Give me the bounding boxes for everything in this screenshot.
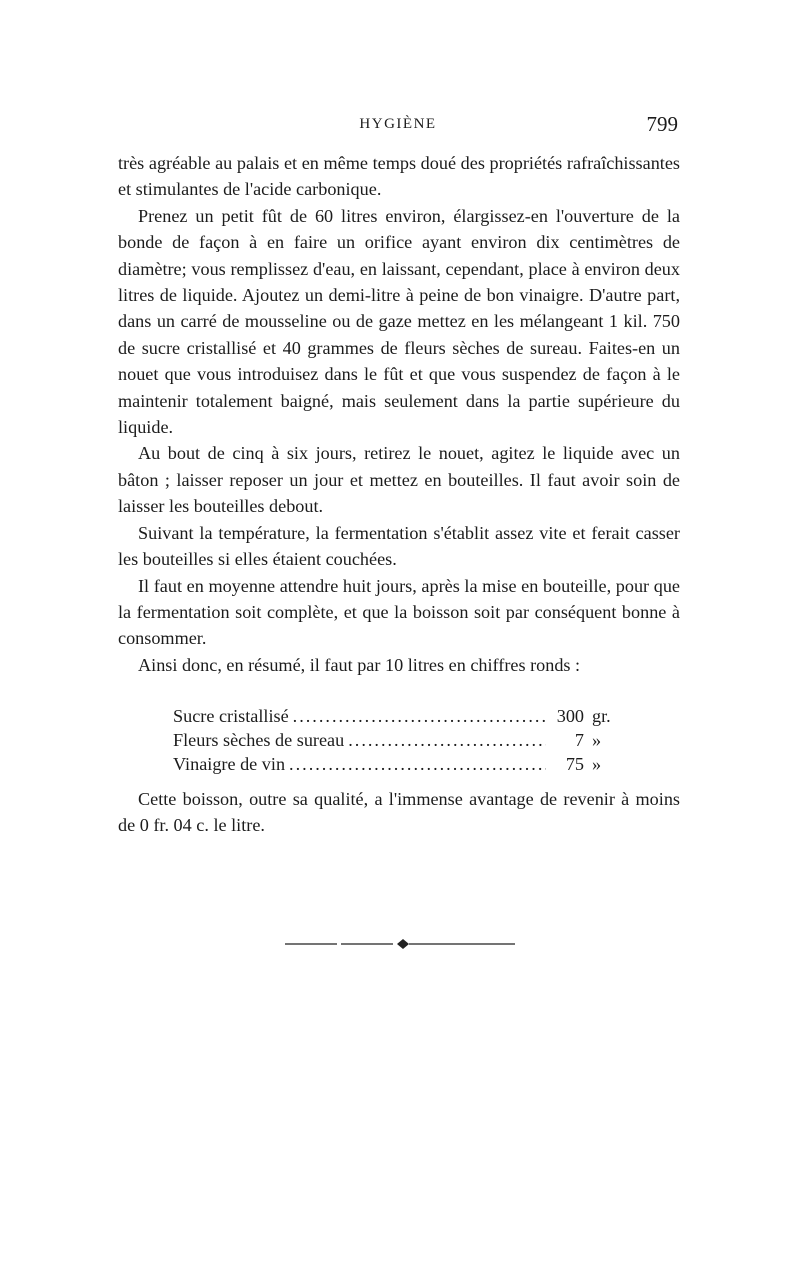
ingredient-quantity: 75 (565, 754, 584, 774)
paragraph: Prenez un petit fût de 60 litres environ, élargissez-en l'ouverture de la bonde de façon à en faire un orifice ayant environ dix centimètres de diamètre; vous remplissez d'eau, en laissant, cependant, place à environ deux litres de liquide. Ajoutez un demi-litre à peine de bon vinaigre. D'autre part, dans un carré de mousseline ou de gaze mettez en les mélangeant 1 kil. 750 de sucre cristallisé et 40 grammes de fleurs sèches de sureau. Faites-en un nouet que vous introduisez dans le fût et que vous suspendez de façon à le maintenir totalement baigné, mais seulement dans la partie supérieure du liquide. (118, 205, 680, 438)
ingredient-name: Sucre cristallisé (173, 706, 289, 726)
ingredient-quantity: 300 (556, 706, 584, 726)
running-head (118, 112, 678, 136)
closing-text (118, 786, 680, 839)
ingredient-quantity: 7 (574, 730, 584, 750)
page-title: HYGIÈNE (359, 116, 437, 132)
diamond-icon (397, 939, 409, 949)
dot-leader (348, 728, 546, 752)
paragraph: Il faut en moyenne attendre huit jours, après la mise en bouteille, pour que la fermentation soit complète, et que la boisson soit par conséquent bonne à consommer. (118, 575, 680, 649)
recipe-row (173, 752, 628, 776)
page-number: 799 (646, 112, 678, 136)
paragraph: Suivant la température, la fermentation s'établit assez vite et ferait casser les bouteilles si elles étaient couchées. (118, 522, 680, 570)
ingredient-unit: » (592, 730, 602, 750)
ingredient-name: Fleurs sèches de sureau (173, 730, 345, 750)
paragraph: Au bout de cinq à six jours, retirez le nouet, agitez le liquide avec un bâton ; laisser reposer un jour et mettez en bouteilles. Il faut avoir soin de laisser les bouteilles debout. (118, 443, 680, 517)
section-end-ornament (285, 937, 515, 951)
paragraph: Cette boisson, outre sa qualité, a l'immense avantage de revenir à moins de 0 fr. 04 c. le litre. (118, 789, 680, 836)
ingredient-name: Vinaigre de vin (173, 754, 286, 774)
body-text (118, 150, 680, 678)
recipe-row (173, 704, 628, 728)
ingredient-unit: » (592, 754, 602, 774)
recipe-list (173, 704, 628, 776)
paragraph: Ainsi donc, en résumé, il faut par 10 litres en chiffres ronds : (138, 654, 581, 675)
dot-leader (293, 704, 546, 728)
recipe-row (173, 728, 628, 752)
dot-leader (289, 752, 546, 776)
paragraph: très agréable au palais et en même temps doué des propriétés rafraîchissantes et stimulantes de l'acide carbonique. (118, 153, 680, 200)
ingredient-unit: gr. (592, 706, 611, 726)
